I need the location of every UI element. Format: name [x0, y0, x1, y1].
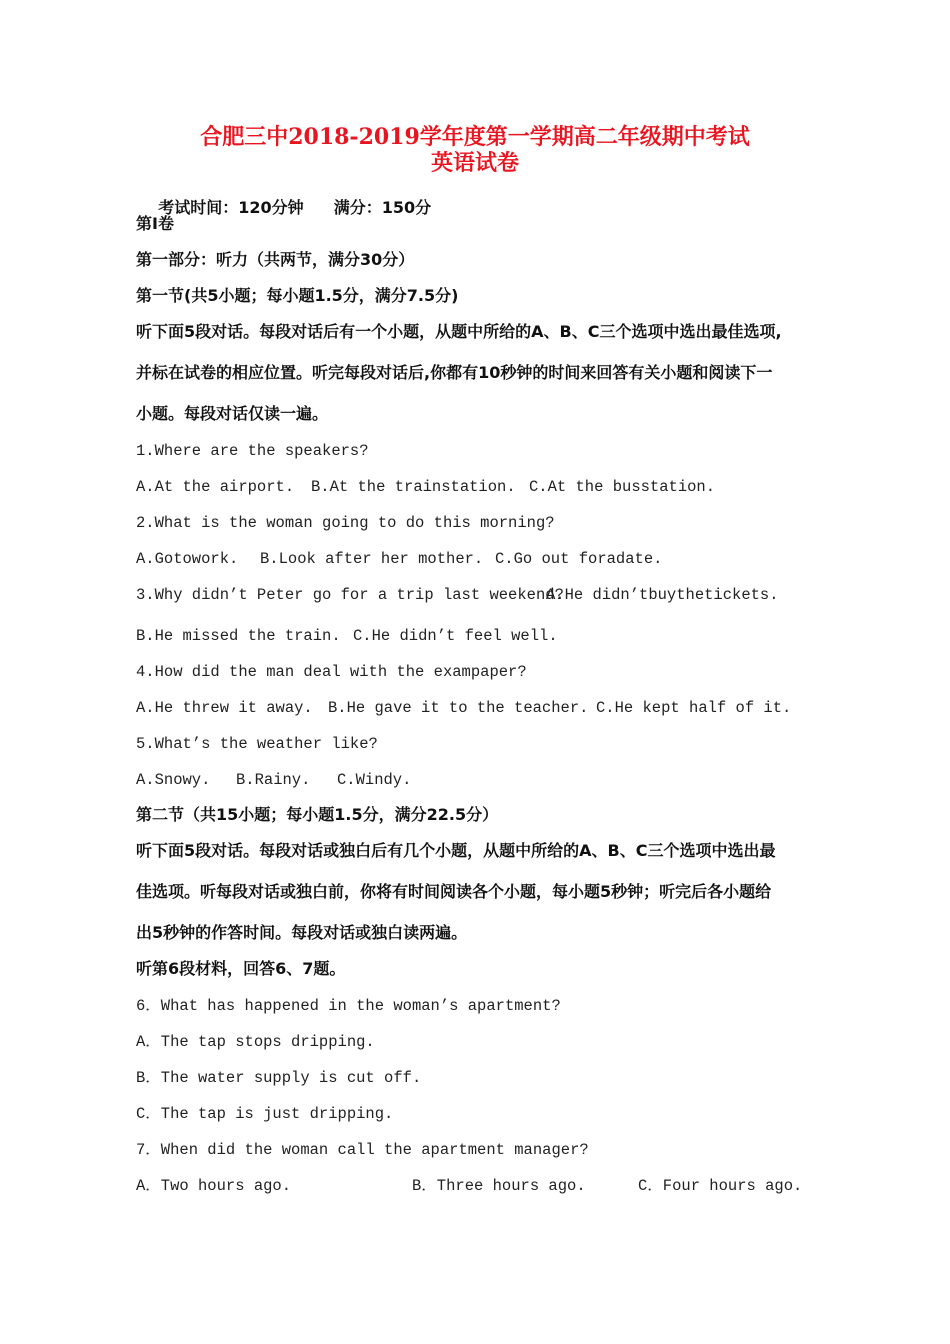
question-6-option-a: A．The tap stops dripping. — [136, 1033, 375, 1051]
option-b: B．Three hours ago. — [412, 1177, 586, 1195]
option-c: C.Go out foradate. — [495, 550, 663, 568]
option-a: A.He didn’tbuythetickets. — [546, 586, 779, 604]
option-a: A.Gotowork. — [136, 550, 239, 568]
option-b: B.He gave it to the teacher. — [328, 699, 589, 717]
exam-score: 满分：150分 — [333, 198, 432, 217]
option-b: B.Rainy. — [236, 771, 311, 789]
part1-heading: 第一部分：听力（共两节，满分30分） — [136, 250, 415, 269]
option-c: C．Four hours ago. — [638, 1177, 803, 1195]
exam-title: 合肥三中2018-2019学年度第一学期高二年级期中考试 — [200, 124, 750, 150]
question-7-stem: 7．When did the woman call the apartment manager? — [136, 1141, 589, 1159]
question-4-stem: 4.How did the man deal with the exampaper? — [136, 663, 527, 681]
material-6-heading: 听第6段材料，回答6、7题。 — [136, 959, 346, 978]
question-6-option-c: C．The tap is just dripping. — [136, 1105, 394, 1123]
question-5-stem: 5.What’s the weather like? — [136, 735, 378, 753]
option-c: C.Windy. — [337, 771, 412, 789]
exam-subtitle: 英语试卷 — [430, 150, 519, 176]
question-6-stem: 6．What has happened in the woman’s apartment? — [136, 997, 561, 1015]
section2-heading: 第二节（共15小题；每小题1.5分，满分22.5分） — [136, 805, 499, 824]
option-a: A.At the airport. — [136, 478, 295, 496]
volume-label: 第I卷 — [136, 214, 174, 233]
section2-instruction-line: 佳选项。听每段对话或独白前，你将有时间阅读各个小题，每小题5秒钟；听完后各小题给 — [136, 882, 772, 901]
exam-time: 考试时间：120分钟 — [158, 198, 304, 217]
question-7-options — [136, 1176, 836, 1276]
option-b: B.He missed the train. — [136, 627, 341, 645]
option-a: A.Snowy. — [136, 771, 211, 789]
section2-instruction-line: 听下面5段对话。每段对话或独白后有几个小题，从题中所给的A、B、C三个选项中选出最 — [136, 841, 776, 860]
question-2-stem: 2.What is the woman going to do this morning? — [136, 514, 555, 532]
question-3-stem: 3.Why didn’t Peter go for a trip last weekend? — [136, 586, 564, 604]
question-1-stem: 1.Where are the speakers? — [136, 442, 369, 460]
exam-info — [136, 178, 431, 238]
option-c: C.At the busstation. — [529, 478, 716, 496]
section1-instruction-line: 听下面5段对话。每段对话后有一个小题，从题中所给的A、B、C三个选项中选出最佳选项, — [136, 322, 782, 341]
option-c: C.He kept half of it. — [596, 699, 792, 717]
option-c: C.He didn’t feel well. — [353, 627, 558, 645]
section1-instruction-line: 并标在试卷的相应位置。听完每段对话后,你都有10秒钟的时间来回答有关小题和阅读下一 — [136, 363, 773, 382]
option-a: A．Two hours ago. — [136, 1177, 292, 1195]
option-b: B.Look after her mother. — [260, 550, 484, 568]
question-6-option-b: B．The water supply is cut off. — [136, 1069, 422, 1087]
option-a: A.He threw it away. — [136, 699, 313, 717]
option-b: B.At the trainstation. — [311, 478, 516, 496]
section2-instruction-line: 出5秒钟的作答时间。每段对话或独白读两遍。 — [136, 923, 468, 942]
section1-heading: 第一节(共5小题；每小题1.5分，满分7.5分) — [136, 286, 459, 305]
section1-instruction-line: 小题。每段对话仅读一遍。 — [136, 404, 329, 423]
